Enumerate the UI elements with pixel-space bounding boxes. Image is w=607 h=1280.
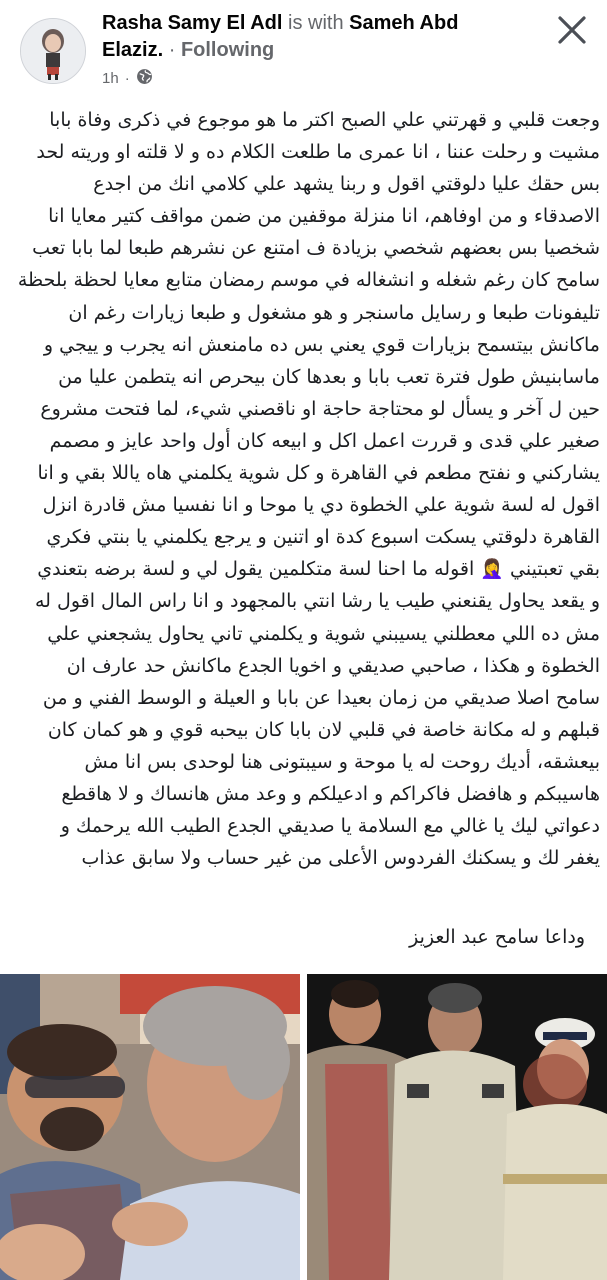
post-line: مش ده اللي معطلني يسيبني شوية و يكلمني تاني يحاول يشجعني علي	[47, 622, 600, 645]
post-line: بقي تعبتيني 🤦‍♀️ اقوله ما احنا لسة متكلمين يقول لي و لسة برضه بتعندي	[37, 558, 600, 581]
author-line	[102, 10, 522, 64]
post-line: دعواتي ليك يا غالي مع السلامة يا صديقي الجدع الطيب الله يرحمك و	[60, 815, 600, 838]
post-header	[0, 0, 607, 100]
post-line: سامح كان رغم شغله و انشغاله في موسم رمضان متابع معايا لحظة بلحظة	[17, 269, 600, 292]
post-line: قبلهم و له مكانة خاصة في قلبي لان بابا كان بيحبه قوي و هو كمان كان	[47, 718, 600, 741]
post-line: يغفر لك و يسكنك الفردوس الأعلى من غير حساب ولا سابق عذاب	[81, 847, 600, 870]
post-line: شخصيا بس بعضهم شخصي بزيادة ف امتنع عن نشرهم طبعا لما بابا تعب	[32, 237, 600, 260]
meta-separator: ·	[124, 70, 130, 87]
post-line: بيعشقه، أديك روحت له يا موحة و سيبتونى هنا لوحدى بس انا مش	[84, 750, 600, 773]
globe-icon[interactable]	[136, 68, 153, 89]
post-line: بس حقك عليا دلوقتي اقول و ربنا يشهد علي كلامي انك من اجدع	[93, 173, 600, 196]
post-line: تليفونات طبعا و رسايل ماسنجر و هو مشغول و طبعا زيارات رغم ان	[68, 301, 600, 324]
post-line: يشاركني و نفتح مطعم في القاهرة و كل شوية يكلمني هاه ياللا بقي و انا	[37, 462, 600, 485]
post-line: سامح اصلا صديقي من زمان بعيدا عن بابا و العيلة و الوسط الفني و من	[42, 686, 600, 709]
post-signoff: وداعا سامح عبد العزيز	[409, 926, 585, 948]
post-line: وجعت قلبي و قهرتني علي الصبح اكتر ما هو موجوع في ذكرى وفاة بابا	[49, 109, 600, 131]
post-line: اقول له لسة شوية علي الخطوة دي يا موحا و انا نفسيا مش قادرة انزل	[42, 494, 600, 517]
post-time[interactable]: 1h	[102, 70, 119, 87]
post-photo-right[interactable]	[307, 974, 607, 1280]
author-avatar[interactable]	[20, 18, 86, 84]
author-name[interactable]: Rasha Samy El Adl	[102, 12, 283, 34]
post-line: صغير علي قدى و قررت اعمل اكل و ابيعه كان أول واحد عايز و مصمم	[49, 429, 600, 452]
post-photo-left[interactable]	[0, 974, 300, 1280]
post-line: و يقعد يحاول يقنعني طيب يا رشا انتي بالمجهود و انا راس المال اقول له	[35, 590, 600, 613]
close-icon[interactable]	[554, 12, 590, 48]
post-line: الاصدقاء و من اوفاهم، انا منزلة موقفين من ضمن مواقف كتير معايا انا	[48, 205, 600, 228]
post-meta	[102, 68, 153, 89]
post-line: مشيت و رحلت عننا ، انا عمرى ما طلعت الكلام ده و لا قلته او وريته لحد	[36, 141, 600, 164]
post-line: ماكانش بيتسمح بزيارات قوي يعني بس ده مامنعش انه يجرب و ييجي و	[43, 333, 600, 356]
tagged-person[interactable]: Sameh Abd Elaziz.	[102, 12, 459, 61]
post-line: هاسيبكم و هافضل فاكراكم و ادعيلكم و وعد مش هانساك و لا هاقطع	[61, 782, 600, 805]
post-line: الخطوة و هكذا ، صاحبي صديقي و اخويا الجدع ماكانش حد عارف ان	[66, 654, 600, 677]
post-body	[10, 104, 600, 874]
post-line: ماسابنيش طول فترة تعب بابا و بعدها كان بيحرص انه يتطمن عليا من	[58, 365, 600, 388]
with-connector: is with	[288, 12, 344, 34]
following-button[interactable]: Following	[180, 39, 275, 61]
post-line: حين ل آخر و يسأل لو محتاجة حاجة او ناقصني شيء، لما فتحت مشروع	[40, 397, 600, 420]
post-line: القاهرة دلوقتي يسكت اسبوع كدة او اتنين و يرجع يكلمني يا بنتي فكري	[46, 526, 600, 549]
separator-dot: ·	[168, 39, 176, 61]
